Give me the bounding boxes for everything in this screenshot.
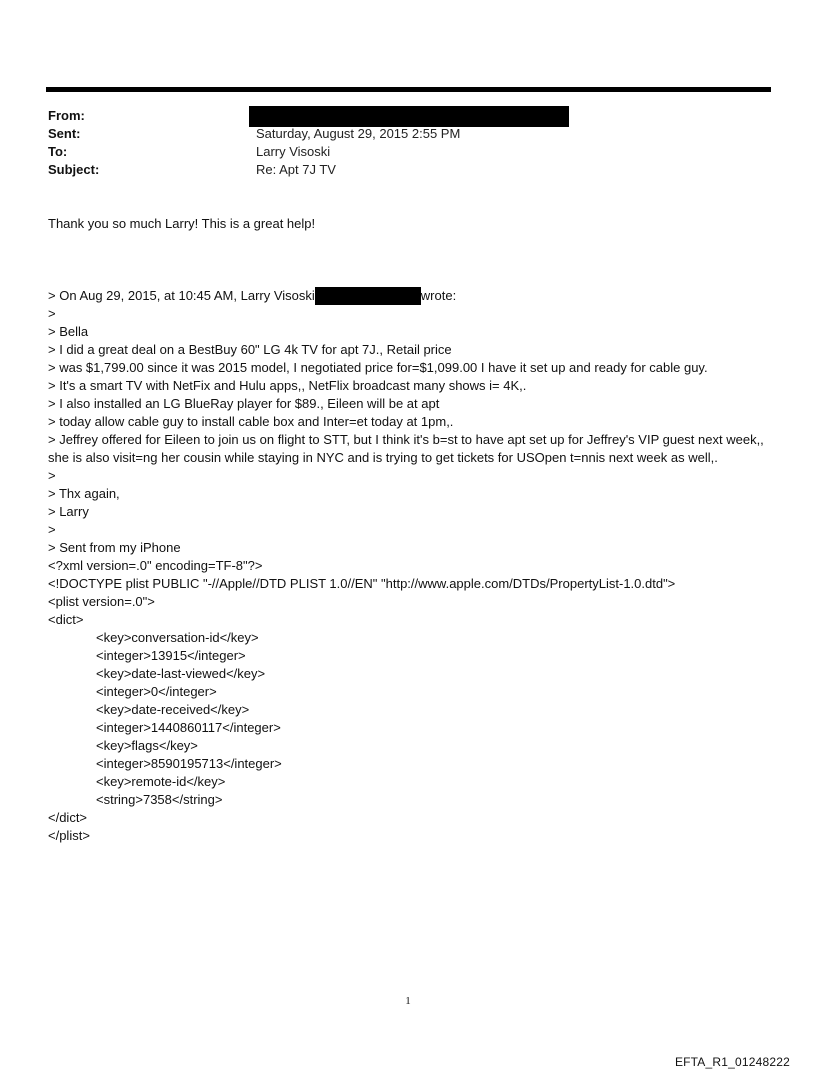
plist-entry: <integer>13915</integer> [96, 648, 246, 663]
plist-entry: <integer>0</integer> [96, 684, 217, 699]
to-value: Larry Visoski [256, 144, 331, 159]
quote-line: > Larry [48, 504, 89, 519]
plist-entry: <key>conversation-id</key> [96, 630, 259, 645]
quote-line: > today allow cable guy to install cable box and Inter=et today at 1pm,. [48, 414, 454, 429]
quote-line: > Bella [48, 324, 89, 339]
plist-line: </plist> [48, 828, 90, 843]
quote-line: > Sent from my iPhone [48, 540, 181, 555]
quote-line: > [48, 468, 56, 483]
quote-intro [48, 287, 778, 305]
redacted-email [315, 287, 421, 305]
subject-label: Subject: [48, 162, 100, 177]
plist-entry: <key>date-received</key> [96, 702, 250, 717]
quote-intro-text: > On Aug 29, 2015, at 10:45 AM, Larry Visoski [48, 288, 315, 303]
plist-line: <plist version=.0"> [48, 594, 155, 609]
page-number: 1 [405, 995, 411, 1007]
redacted-sender [249, 106, 569, 127]
plist-entry: <key>flags</key> [96, 738, 198, 753]
to-label: To: [48, 144, 68, 159]
quote-line: > was $1,799.00 since it was 2015 model, I negotiated price for=$1,099.00 I have it set up and ready for cable guy. [48, 360, 708, 375]
greeting-line: Thank you so much Larry! This is a great help! [48, 216, 316, 231]
subject-value: Re: Apt 7J TV [256, 162, 336, 177]
plist-entry: <integer>1440860117</integer> [96, 720, 281, 735]
quote-line: > [48, 522, 56, 537]
plist-entry: <string>7358</string> [96, 792, 223, 807]
bates-number: EFTA_R1_01248222 [674, 1055, 790, 1069]
from-label: From: [48, 108, 85, 123]
quote-paragraph: > Jeffrey offered for Eileen to join us on flight to STT, but I think it's b=st to have apt set up for Jeffrey's VIP guest next week,, she is also visit=ng her cousin while staying in NYC and is trying to get tickets for USOpen t=nnis next week as well,. [48, 432, 764, 465]
quote-line: > I also installed an LG BlueRay player for $89., Eileen will be at apt [48, 396, 440, 411]
plist-entry: <key>date-last-viewed</key> [96, 666, 266, 681]
plist-entry: <key>remote-id</key> [96, 774, 226, 789]
quote-line: > I did a great deal on a BestBuy 60" LG 4k TV for apt 7J., Retail price [48, 342, 452, 357]
quote-intro-wrote: wrote: [420, 288, 457, 303]
plist-line: <!DOCTYPE plist PUBLIC "-//Apple//DTD PLIST 1.0//EN" "http://www.apple.com/DTDs/PropertyList-1.0.dtd"> [48, 576, 676, 591]
quote-line: > It's a smart TV with NetFix and Hulu apps,, NetFlix broadcast many shows i= 4K,. [48, 378, 527, 393]
plist-line: <?xml version=.0" encoding=TF-8"?> [48, 558, 263, 573]
sent-value: Saturday, August 29, 2015 2:55 PM [256, 126, 461, 141]
sent-label: Sent: [48, 126, 81, 141]
plist-entry: <integer>8590195713</integer> [96, 756, 282, 771]
quote-line: > Thx again, [48, 486, 120, 501]
quote-line: > [48, 306, 56, 321]
plist-line: <dict> [48, 612, 84, 627]
header-rule [46, 87, 771, 92]
quoted-message [48, 287, 778, 845]
plist-line: </dict> [48, 810, 88, 825]
